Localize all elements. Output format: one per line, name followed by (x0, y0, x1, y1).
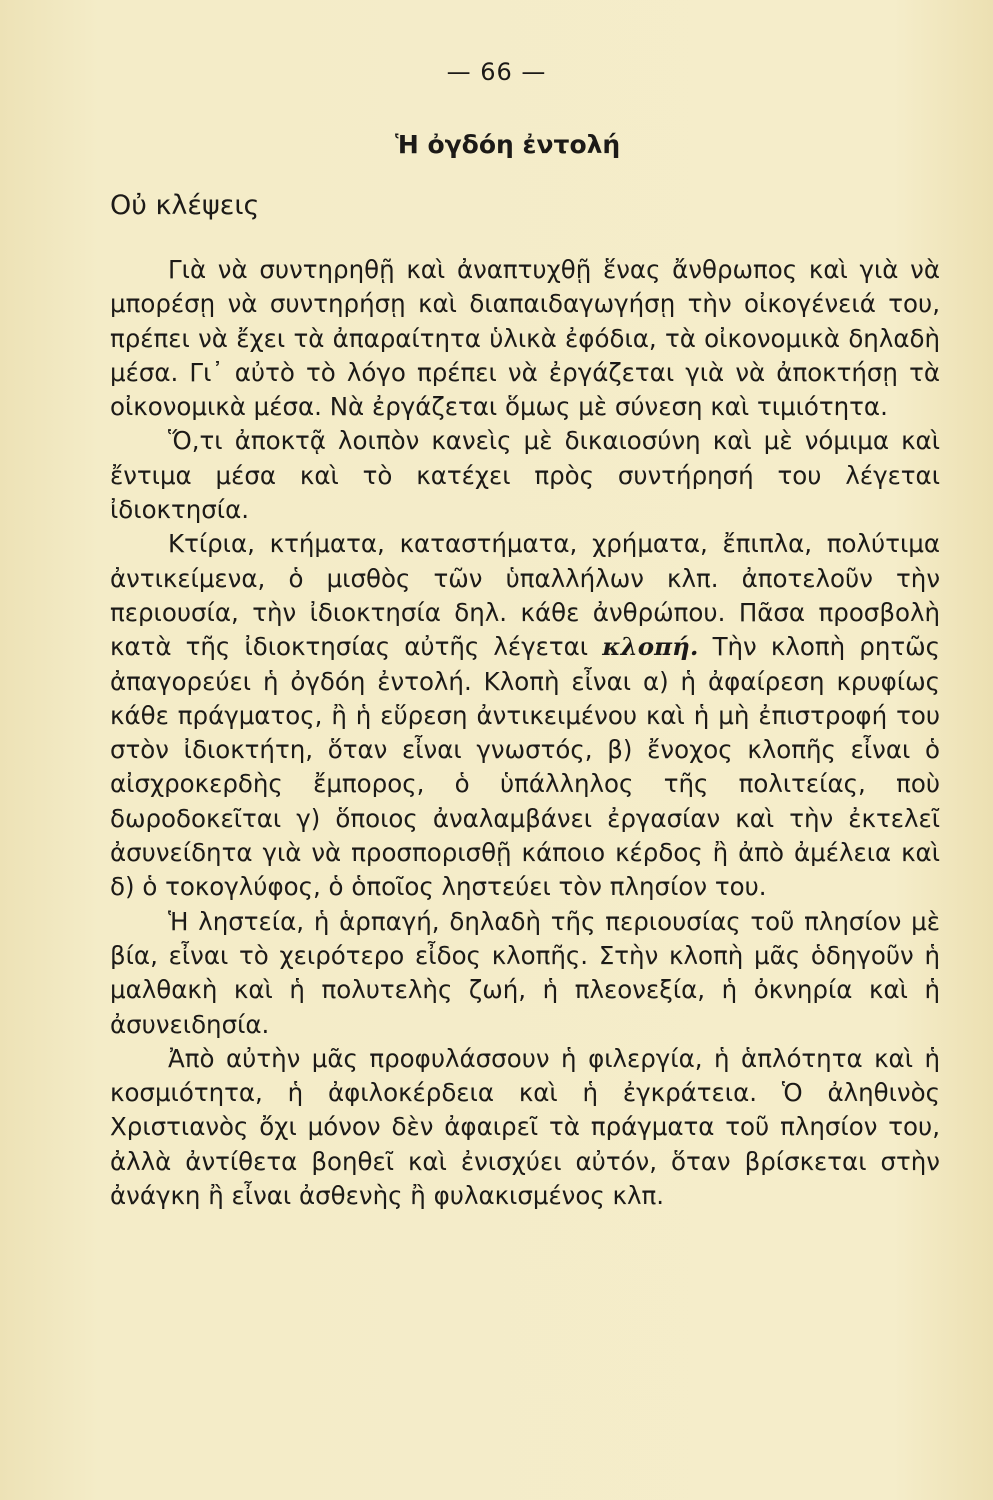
paragraph-5: Ἀπὸ αὐτὴν μᾶς προφυλάσσουν ἡ φιλεργία, ἡ ἁπλότητα καὶ ἡ κοσμιότητα, ἡ ἀφιλοκέρδεια καὶ ἡ ἐγκράτεια. Ὁ ἀληθινὸς Χριστιανὸς ὄχι μόνον δὲν ἀφαιρεῖ τὰ πράγματα τοῦ πλησίον του, ἀλλὰ ἀντίθετα βοηθεῖ καὶ ἐνισχύει αὐτόν, ὅταν βρίσκεται στὴν ἀνάγκη ἢ εἶναι ἀσθενὴς ἢ φυλακισμένος κλπ. (110, 1043, 940, 1211)
paragraph-2: Ὅ,τι ἀποκτᾷ λοιπὸν κανεὶς μὲ δικαιοσύνη καὶ μὲ νόμιμα καὶ ἔντιμα μέσα καὶ τὸ κατέχει πρὸς συντήρησή του λέγεται ἰδιοκτησία. (110, 426, 940, 525)
section-heading: Οὐ κλέψεις (110, 190, 260, 221)
paragraph-3-text-end: Τὴν κλοπὴ ρητῶς ἀπαγορεύει ἡ ὀγδόη ἐντολή. Κλοπὴ εἶναι α) ἡ ἀφαίρεση κρυφίως κάθε πράγματος, ἢ ἡ εὕρεση ἀντικειμένου καὶ ἡ μὴ ἐπιστροφή του στὸν ἰδιοκτήτη, ὅταν εἶναι γνωστός, β) ἔνοχος κλοπῆς εἶναι ὁ αἰσχροκερδὴς ἔμπορος, ὁ ὑπάλληλος τῆς πολιτείας, ποὺ δωροδοκεῖται γ) ὅποιος ἀναλαμβάνει ἐργασίαν καὶ τὴν ἐκτελεῖ ἀσυνείδητα γιὰ νὰ προσπορισθῇ κάποιο κέρδος ἢ ἀπὸ ἀμέλεια καὶ δ) ὁ τοκογλύφος, ὁ ὁποῖος ληστεύει τὸν πλησίον του. (110, 632, 940, 902)
emphasized-word: κλοπή. (602, 632, 699, 662)
body-text (110, 253, 940, 1213)
paragraph-1: Γιὰ νὰ συντηρηθῇ καὶ ἀναπτυχθῇ ἕνας ἄνθρωπος καὶ γιὰ νὰ μπορέσῃ νὰ συντηρήσῃ καὶ διαπαιδαγωγήσῃ τὴν οἰκογένειά του, πρέπει νὰ ἔχει τὰ ἀπαραίτητα ὑλικὰ ἐφόδια, τὰ οἰκονομικὰ δηλαδὴ μέσα. Γι᾿ αὐτὸ τὸ λόγο πρέπει νὰ ἐργάζεται γιὰ νὰ ἀποκτήσῃ τὰ οἰκονομικὰ μέσα. Νὰ ἐργάζεται ὅμως μὲ σύνεση καὶ τιμιότητα. (110, 255, 940, 422)
paragraph-4: Ἡ ληστεία, ἡ ἁρπαγή, δηλαδὴ τῆς περιουσίας τοῦ πλησίον μὲ βία, εἶναι τὸ χειρότερο εἶδος κλοπῆς. Στὴν κλοπὴ μᾶς ὁδηγοῦν ἡ μαλθακὴ καὶ ἡ πολυτελὴς ζωή, ἡ πλεονεξία, ἡ ὀκνηρία καὶ ἡ ἀσυνειδησία. (110, 906, 940, 1039)
chapter-title: Ἡ ὀγδόη ἐντολή (395, 130, 621, 159)
paragraph-3 (110, 527, 940, 904)
paragraph-3-text-start: Κτίρια, κτήματα, καταστήματα, χρήματα, ἔπιπλα, πολύτιμα ἀντικείμενα, ὁ μισθὸς τῶν ὑπαλλήλων κλπ. ἀποτελοῦν τὴν περιουσία, τὴν ἰδιοκτησία δηλ. κάθε ἀνθρώπου. Πᾶσα προσβολὴ κατὰ τῆς ἰδιοκτησίας αὐτῆς λέγεται (110, 529, 940, 662)
page-number: — 66 — (446, 58, 547, 86)
